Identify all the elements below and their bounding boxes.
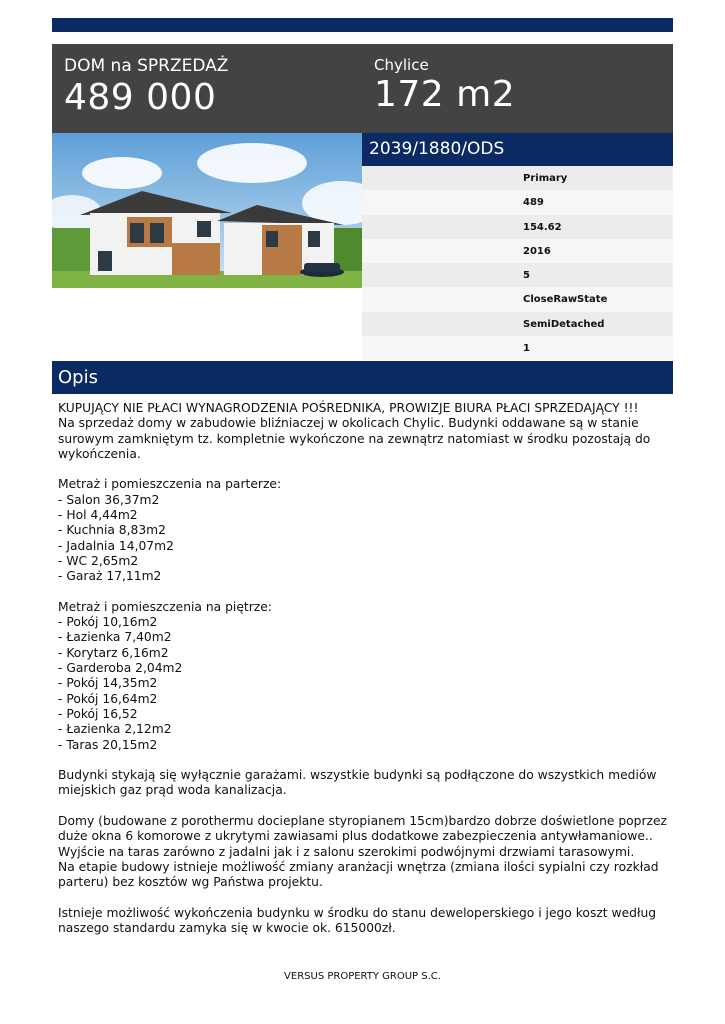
description-line: - Pokój 10,16m2: [58, 615, 158, 630]
description-line: - Hol 4,44m2: [58, 508, 138, 523]
param-value: 489: [523, 197, 544, 209]
description-line: - Salon 36,37m2: [58, 492, 160, 507]
param-row: [362, 166, 673, 190]
param-value: 5: [523, 270, 530, 282]
description-line: - Pokój 16,52: [58, 706, 138, 721]
property-photo: [52, 133, 362, 288]
description-text: [58, 401, 670, 936]
param-value: SemiDetached: [523, 318, 605, 330]
description-spacer: [58, 753, 670, 768]
description-line: - Jadalnia 14,07m2: [58, 538, 174, 553]
description-line: - Garaż 17,11m2: [58, 569, 162, 584]
description-line: Istnieje możliwość wykończenia budynku w środku do stanu deweloperskiego i jego koszt według: [58, 905, 657, 920]
param-row: [362, 215, 673, 239]
property-area: 172 m2: [374, 74, 516, 115]
description-spacer: [58, 462, 670, 477]
param-row: [362, 239, 673, 263]
param-value: Primary: [523, 173, 568, 184]
parameters-table: [362, 166, 673, 360]
param-value: CloseRawState: [523, 294, 608, 306]
description-line: wykończenia.: [58, 446, 141, 461]
description-line: Na sprzedaż domy w zabudowie bliźniaczej w okolicach Chylic. Budynki oddawane są w stanie: [58, 416, 639, 431]
description-line: Budynki stykają się wyłącznie garażami. wszystkie budynki są podłączone do wszystkich mediów: [58, 768, 657, 783]
param-row: [362, 263, 673, 287]
description-line: - Korytarz 6,16m2: [58, 645, 169, 660]
param-row: [362, 312, 673, 336]
description-line: - Łazienka 2,12m2: [58, 722, 172, 737]
param-row: [362, 287, 673, 311]
description-line: miejskich gaz prąd woda kanalizacja.: [58, 783, 287, 798]
description-line: duże okna 6 komorowe z ukrytymi zawiasami plus dodatkowe zabezpieczenia antywłamaniowe..: [58, 829, 653, 844]
description-spacer: [58, 799, 670, 814]
description-line: KUPUJĄCY NIE PŁACI WYNAGRODZENIA POŚREDNIKA, PROWIZJE BIURA PŁACI SPRZEDAJĄCY !!!: [58, 401, 639, 415]
description-line: - Pokój 14,35m2: [58, 676, 158, 691]
description-line: parteru) bez kosztów wg Państwa projektu.: [58, 875, 323, 890]
header-left: [64, 56, 228, 118]
description-heading: Opis: [58, 367, 98, 388]
property-city: Chylice: [374, 56, 429, 74]
description-line: Na etapie budowy istnieje możliwość zmiany aranżacji wnętrza (zmiana ilości sypialni czy rozkład: [58, 859, 659, 874]
description-line: Domy (budowane z porothermu docieplane styropianem 15cm)bardzo dobrze doświetlone poprzez: [58, 814, 668, 829]
param-value: 154.62: [523, 221, 562, 233]
description-line: - Pokój 16,64m2: [58, 691, 158, 706]
top-accent-bar: [52, 18, 673, 32]
description-spacer: [58, 891, 670, 906]
description-line: Metraż i pomieszczenia na parterze:: [58, 477, 282, 492]
description-line: Wyjście na taras zarówno z jadalni jak i z salonu szerokimi podwójnymi drzwiami tarasowymi.: [58, 844, 635, 859]
param-row: [362, 190, 673, 214]
description-heading-bar: [52, 361, 673, 394]
description-line: - Garderoba 2,04m2: [58, 661, 183, 676]
property-price: 489 000: [64, 77, 217, 118]
param-value: 1: [523, 343, 530, 355]
reference-number: 2039/1880/ODS: [369, 139, 505, 159]
listing-header: [52, 44, 673, 133]
header-right: [374, 56, 515, 115]
description-line: Metraż i pomieszczenia na piętrze:: [58, 599, 272, 614]
footer-company: VERSUS PROPERTY GROUP S.C.: [284, 971, 441, 982]
param-row: [362, 336, 673, 360]
description-line: - Kuchnia 8,83m2: [58, 523, 166, 538]
description-line: surowym zamkniętym tz. kompletnie wykończone na zewnątrz natomiast w środku pozostają do: [58, 431, 651, 446]
description-line: - Taras 20,15m2: [58, 737, 158, 752]
property-type: DOM na SPRZEDAŻ: [64, 56, 229, 76]
description-line: - Łazienka 7,40m2: [58, 630, 172, 645]
reference-bar: [362, 133, 673, 166]
param-value: 2016: [523, 245, 551, 257]
description-line: naszego standardu zamyka się w kwocie ok. 615000zł.: [58, 921, 396, 936]
description-line: - WC 2,65m2: [58, 553, 139, 568]
description-spacer: [58, 585, 670, 600]
